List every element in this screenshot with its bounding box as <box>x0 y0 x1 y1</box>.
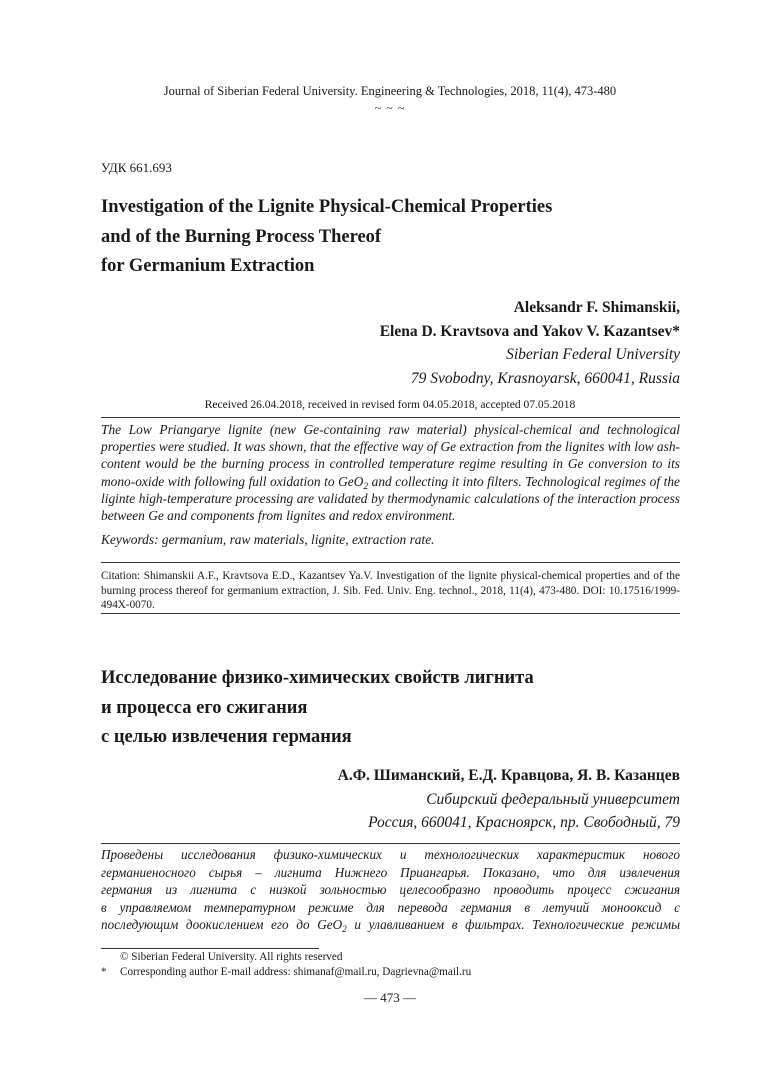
ru-address: Россия, 660041, Красноярск, пр. Свободный, 79 <box>368 814 680 831</box>
footnote-star: * <box>101 966 107 978</box>
ru-abstract <box>101 846 680 934</box>
ru-abstract-line: германиеносного сырья – лигнита Нижнего Приангарья. Показано, что для извлечения <box>101 864 680 880</box>
ru-abstract-line: германия из лигнита с низкой зольностью целесообразно проводить процесс сжигания <box>101 882 680 897</box>
subscript: 2 <box>363 481 369 492</box>
abstract-text: and collecting it into filters. Technological regimes of the liginte high-temperature processing are validated by thermodynamic calculations of the interaction process between Ge and components from lignites and redox environment. <box>101 473 680 524</box>
ru-abstract-line: в управляемом температурном режиме для перевода германия в летучий монооксид с <box>101 899 680 915</box>
subscript: 2 <box>342 924 347 934</box>
abstract <box>101 421 680 524</box>
abstract-text: The Low Priangarye lignite (new Ge-containing raw material) physical-chemical and technological properties were studied. It was shown, that the effective way of Ge extraction from the lignites with low ash-content would be the burning process in controlled temperature regime resulting in Ge conversion to its mono-oxide with following full oxidation to GeO <box>101 422 680 489</box>
ru-abstract-text: и улавливанием в фильтрах. Технологические режимы <box>346 917 681 932</box>
divider <box>101 613 680 614</box>
ru-abstract-text: последующим доокислением его до GeO <box>101 917 343 932</box>
divider <box>101 562 680 563</box>
keywords: Keywords: germanium, raw materials, lignite, extraction rate. <box>101 532 435 547</box>
title-line: and of the Burning Process Thereof <box>101 226 382 247</box>
page-number: — 473 — <box>364 990 416 1005</box>
journal-header: Journal of Siberian Federal University. Engineering & Technologies, 2018, 11(4), 473-480 <box>163 84 617 98</box>
copyright-footnote: © Siberian Federal University. All rights reserved <box>120 951 343 963</box>
address: 79 Svobodny, Krasnoyarsk, 660041, Russia <box>410 369 680 387</box>
ru-author-names: А.Ф. Шиманский, Е.Д. Кравцова, Я. В. Казанцев <box>337 767 680 784</box>
ru-title-line: Исследование физико-химических свойств лигнита <box>101 668 534 688</box>
authors-block <box>380 296 680 390</box>
title-line: Investigation of the Lignite Physical-Chemical Properties <box>101 197 553 217</box>
header-ornament: ~ ~ ~ <box>374 101 406 115</box>
ru-paper-title <box>101 664 661 753</box>
ru-title-line: и процесса его сжигания <box>101 697 308 718</box>
title-line: for Germanium Extraction <box>101 256 315 276</box>
ru-abstract-line: Проведены исследования физико-химических и технологических характеристик нового <box>101 847 680 862</box>
divider <box>101 843 680 844</box>
affiliation: Siberian Federal University <box>506 346 680 363</box>
divider <box>101 417 680 418</box>
ru-authors-block <box>338 764 680 835</box>
received-dates: Received 26.04.2018, received in revised form 04.05.2018, accepted 07.05.2018 <box>204 399 576 411</box>
author-line: Aleksandr F. Shimanskii, <box>513 299 680 316</box>
footnote-divider <box>101 948 319 949</box>
citation: Citation: Shimanskii A.F., Kravtsova E.D., Kazantsev Ya.V. Investigation of the lignite physical-chemical properties and of the burning process thereof for germanium extraction, J. Sib. Fed. Univ. Eng. technol., 2018, 11(4), 473-480. DOI: 10.17516/1999-494X-0070. <box>101 570 680 611</box>
ru-affiliation: Сибирский федеральный университет <box>426 790 680 808</box>
ru-abstract-line <box>101 916 680 934</box>
corresponding-footnote <box>101 966 471 978</box>
author-line: Elena D. Kravtsova and Yakov V. Kazantsev* <box>379 322 680 340</box>
udk-code: УДК 661.693 <box>101 160 172 175</box>
ru-title-line: с целью извлечения германия <box>101 727 352 747</box>
corresponding-text: Corresponding author E-mail address: shimanaf@mail.ru, Dagrievna@mail.ru <box>120 966 472 978</box>
paper-title <box>101 193 661 282</box>
